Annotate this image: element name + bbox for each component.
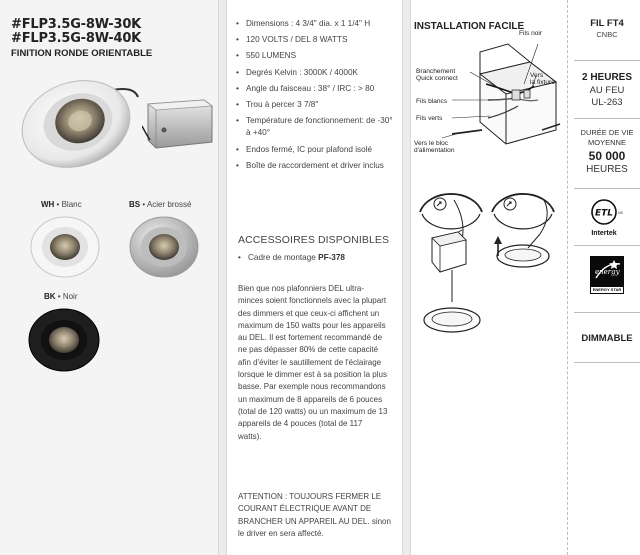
- finish-code: WH: [41, 200, 55, 209]
- finish-name: Blanc: [61, 200, 82, 209]
- accessory-name: Cadre de montage: [248, 253, 316, 262]
- wire-cert: [574, 18, 640, 39]
- finish-label-bs: BS • Acier brossé: [129, 200, 192, 209]
- label-fils-verts: Fils verts: [416, 115, 443, 122]
- lifespan-hours: 50 000: [588, 149, 626, 163]
- spec-item: • Boîte de raccordement et driver inclus: [236, 160, 396, 172]
- spec-item: • Endos fermé, IC pour plafond isolé: [236, 144, 396, 156]
- sku-40k: #FLP3.5G-8W-40K: [11, 31, 142, 46]
- spec-item: • 550 LUMENS: [236, 50, 396, 62]
- spec-item: • Degrés Kelvin : 3000K / 4000K: [236, 67, 396, 79]
- finish-code: BS: [129, 200, 141, 209]
- wire-cert-title: FIL FT4: [590, 18, 624, 29]
- dimmable-label: DIMMABLE: [581, 333, 633, 344]
- label-vers-bloc: Vers le bloc d'alimentation: [414, 140, 455, 155]
- accessory-item: [238, 253, 345, 262]
- spec-item: • Dimensions : 4 3/4" dia. x 1 1/4" H: [236, 18, 396, 30]
- specs-list: [236, 18, 396, 176]
- accessories-title: ACCESSOIRES DISPONIBLES: [238, 234, 390, 246]
- label-fils-noir: Fils noir: [519, 30, 543, 37]
- finish-label-wh: WH • Blanc: [41, 200, 82, 209]
- finish-name: Noir: [62, 292, 78, 301]
- wire-cert-sub: CNBC: [596, 30, 618, 39]
- lifespan-line2: MOYENNE: [588, 138, 626, 147]
- energy-star-icon: [590, 256, 624, 294]
- label-vers-fixture: Vers la fixture: [530, 72, 555, 87]
- column-separator: [567, 0, 568, 555]
- finish-swatch-black: [24, 304, 104, 376]
- column-divider: [402, 0, 411, 555]
- cert-separator: [574, 312, 640, 313]
- installation-title: INSTALLATION FACILE: [414, 21, 525, 32]
- intertek-label: Intertek: [591, 230, 617, 237]
- dimmer-note: Bien que nos plafonniers DEL ultra-minces soient fonctionnels avec la plupart des dimmers et que ceux-ci affichent un maximum de 150 watts pour les appareils au DEL. Il est fortement recommandé de ne pas dépasser 80% de cette capacité afin d'éviter le sautillement de l'éclairage lorsque le dimmer est à sa position la plus basse. Par exemple nous recommandons un maximum de 8 appareils de 6 pouces (total de 120 watts) ou un maximum de 13 appareils de 4 pouces (total de 117 watts).: [238, 284, 388, 441]
- installation-steps: [412, 180, 564, 350]
- finish-swatch-white: [25, 212, 105, 282]
- product-subtitle: FINITION RONDE ORIENTABLE: [11, 48, 153, 59]
- finish-code: BK: [44, 292, 56, 301]
- energy-script-text: energy: [595, 268, 620, 276]
- spec-item: • Température de fonctionnement: de -30° à +40°: [236, 115, 396, 139]
- recessed-light-image: [18, 72, 148, 172]
- cert-separator: [574, 60, 640, 61]
- etl-logo-text: ETL: [594, 208, 614, 219]
- product-column: [0, 0, 218, 555]
- etl-us-text: US: [618, 211, 623, 215]
- cert-separator: [574, 245, 640, 246]
- finish-swatch-brushed: [124, 212, 204, 282]
- dimmable-badge: [574, 333, 640, 344]
- product-sku: [11, 18, 141, 46]
- junction-box-image: [142, 96, 214, 156]
- finish-name: Acier brossé: [146, 200, 192, 209]
- cert-separator: [574, 362, 640, 363]
- energy-star-label: ENERGY STAR: [590, 286, 624, 294]
- cert-separator: [574, 118, 640, 119]
- sku-30k: #FLP3.5G-8W-30K: [11, 17, 142, 32]
- svg-text:c: c: [591, 211, 593, 215]
- fire-rating-title: 2 HEURES: [581, 72, 632, 83]
- spec-item: • 120 VOLTS / DEL 8 WATTS: [236, 34, 396, 46]
- label-fils-blancs: Fils blancs: [416, 98, 448, 105]
- spec-item: • Angle du faisceau : 38° / IRC : > 80: [236, 83, 396, 95]
- label-branchement: Branchement Quick connect: [416, 68, 458, 83]
- etl-logo-icon: [588, 198, 628, 238]
- spec-item: • Trou à percer 3 7/8": [236, 99, 396, 111]
- lifespan-line1: DURÉE DE VIE: [580, 128, 634, 137]
- fire-rating-line2: AU FEU: [589, 85, 625, 96]
- fire-rating: [574, 72, 640, 108]
- lifespan-unit: HEURES: [586, 164, 628, 175]
- finish-label-bk: BK • Noir: [44, 292, 78, 301]
- fire-rating-line3: UL-263: [591, 97, 623, 108]
- specs-column: [226, 0, 402, 555]
- installation-column: [412, 0, 564, 555]
- lifespan: [574, 128, 640, 175]
- warning-note: ATTENTION : TOUJOURS FERMER LE COURANT ÉLECTRIQUE AVANT DE BRANCHER UN APPAREIL AU DEL. sinon le driver en sera affecté.: [238, 492, 391, 538]
- accessory-code: PF-378: [318, 253, 345, 262]
- cert-separator: [574, 188, 640, 189]
- certifications-column: [574, 0, 640, 555]
